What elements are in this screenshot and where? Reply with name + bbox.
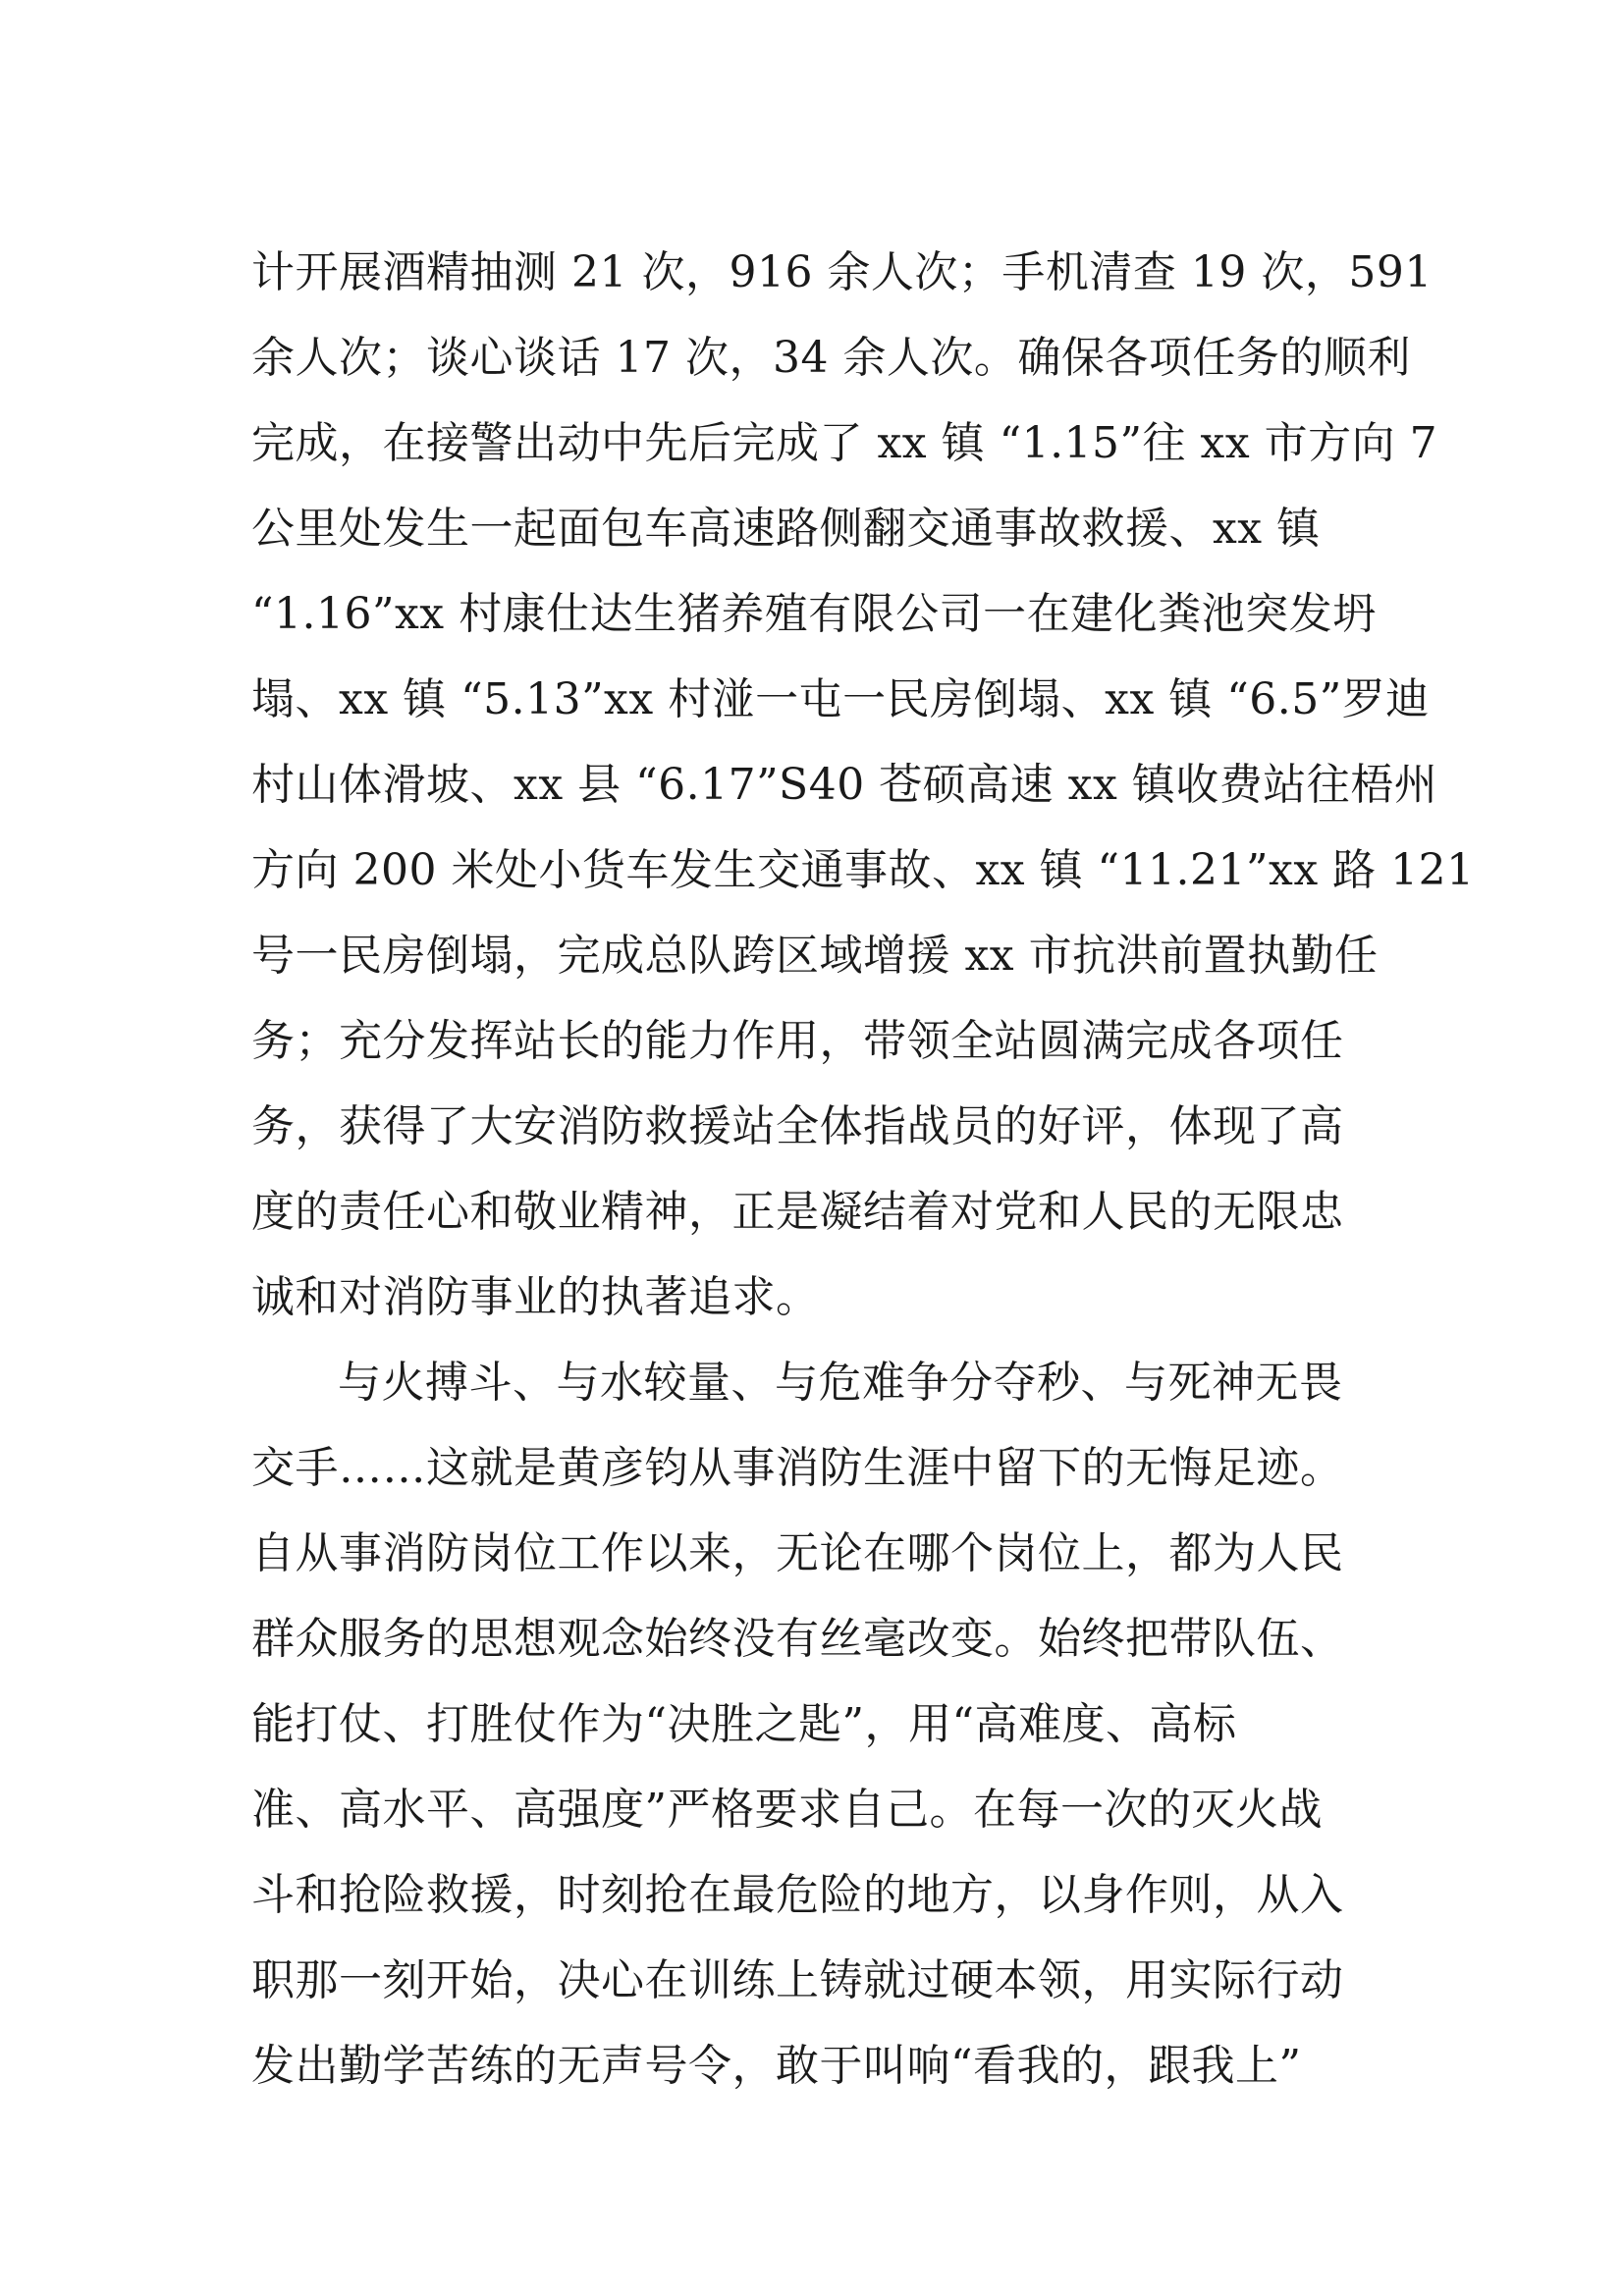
- text-line: 斗和抢险救援，时刻抢在最危险的地方，以身作则，从入: [251, 1870, 1344, 1920]
- text-line: 务；充分发挥站长的能力作用，带领全站圆满完成各项任: [251, 1016, 1344, 1066]
- text-line: 与火搏斗、与水较量、与危难争分夺秒、与死神无畏: [338, 1358, 1343, 1408]
- text-line: 公里处发生一起面包车高速路侧翻交通事故救援、xx 镇: [251, 504, 1321, 554]
- text-line: 交手……这就是黄彦钧从事消防生涯中留下的无悔足迹。: [251, 1443, 1344, 1493]
- text-line: 塌、xx 镇 “5.13”xx 村湴一屯一民房倒塌、xx 镇 “6.5”罗迪: [251, 674, 1430, 724]
- text-line: 方向 200 米处小货车发生交通事故、xx 镇 “11.21”xx 路 121: [251, 845, 1475, 895]
- text-line: 务，获得了大安消防救援站全体指战员的好评，体现了高: [251, 1101, 1344, 1151]
- text-line: 职那一刻开始，决心在训练上铸就过硬本领，用实际行动: [251, 1955, 1344, 2005]
- text-line: 发出勤学苦练的无声号令，敢于叫响“看我的，跟我上”: [251, 2041, 1302, 2091]
- text-line: 村山体滑坡、xx 县 “6.17”S40 苍硕高速 xx 镇收费站往梧州: [251, 760, 1438, 810]
- text-line: 能打仗、打胜仗作为“决胜之匙”，用“高难度、高标: [251, 1699, 1237, 1749]
- text-line: 准、高水平、高强度”严格要求自己。在每一次的灭火战: [251, 1785, 1323, 1835]
- text-line: 完成，在接警出动中先后完成了 xx 镇 “1.15”往 xx 市方向 7: [251, 418, 1438, 468]
- text-line: 余人次；谈心谈话 17 次，34 余人次。确保各项任务的顺利: [251, 333, 1411, 383]
- text-line: 诚和对消防事业的执著追求。: [251, 1272, 820, 1322]
- text-line: “1.16”xx 村康仕达生猪养殖有限公司一在建化粪池突发坍: [251, 589, 1377, 639]
- text-line: 计开展酒精抽测 21 次，916 余人次；手机清查 19 次，591: [251, 247, 1433, 297]
- text-line: 群众服务的思想观念始终没有丝毫改变。始终把带队伍、: [251, 1614, 1344, 1664]
- text-line: 度的责任心和敬业精神，正是凝结着对党和人民的无限忠: [251, 1187, 1344, 1237]
- text-line: 号一民房倒塌，完成总队跨区域增援 xx 市抗洪前置执勤任: [251, 931, 1379, 981]
- text-line: 自从事消防岗位工作以来，无论在哪个岗位上，都为人民: [251, 1528, 1344, 1578]
